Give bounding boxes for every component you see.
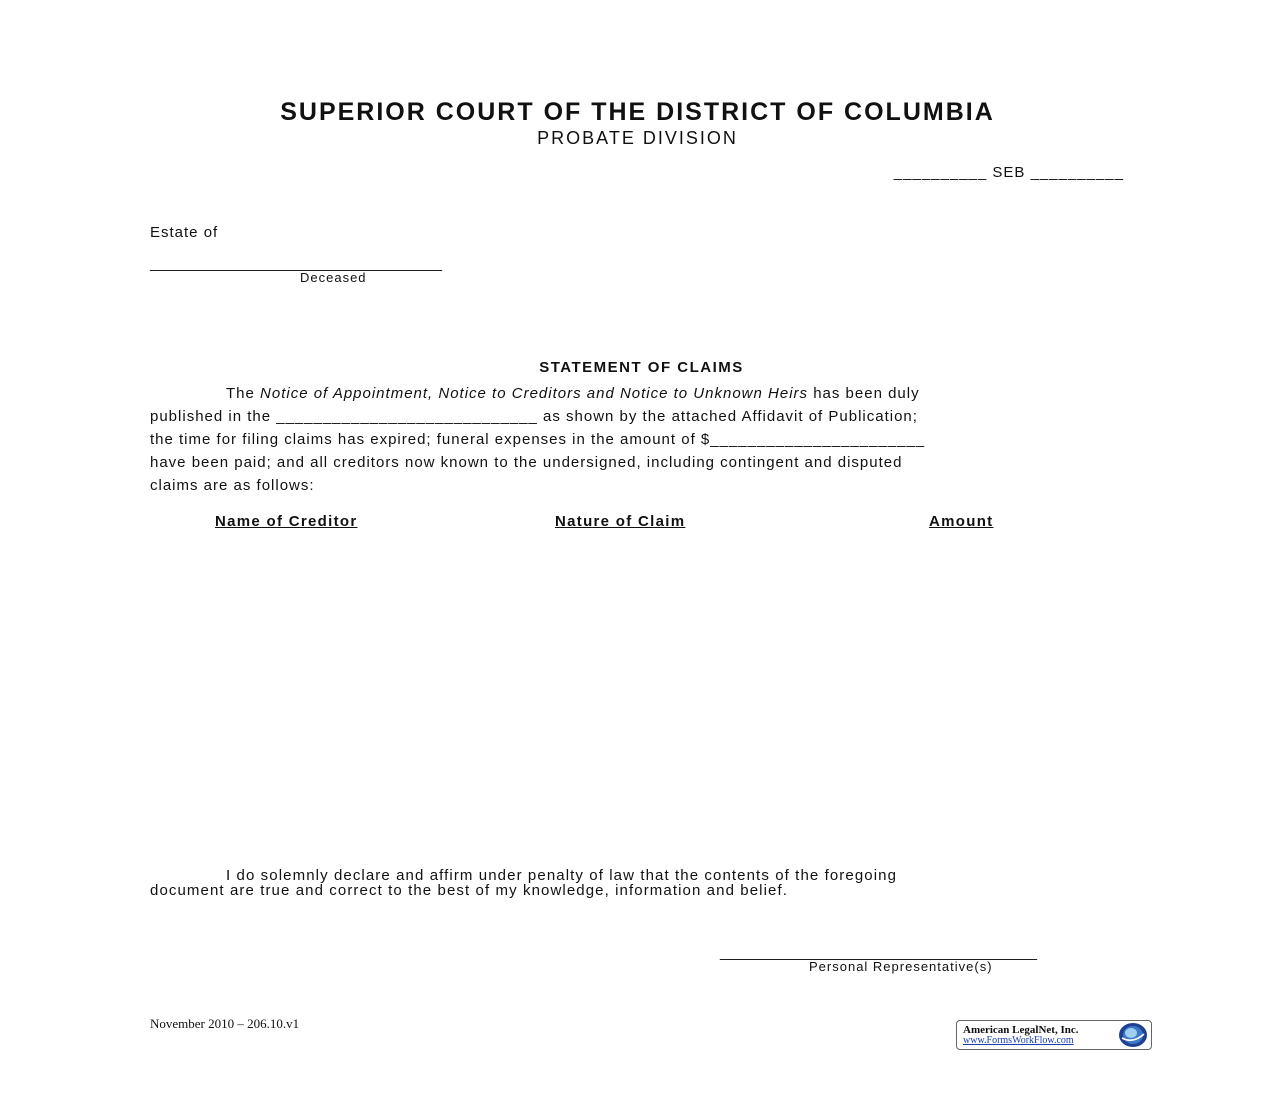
logo-url-link[interactable]: www.FormsWorkFlow.com <box>963 1035 1074 1046</box>
signature-line: ______________________________________ <box>720 944 1038 961</box>
division-subtitle: PROBATE DIVISION <box>537 128 738 148</box>
seb-field: __________ SEB __________ <box>893 164 1124 181</box>
paragraph-line-3: the time for filing claims has expired; funeral expenses in the amount of $_______________________ <box>150 431 926 448</box>
publisher-logo[interactable] <box>956 1020 1152 1050</box>
paragraph-line-1 <box>150 382 1125 405</box>
signature-caption: Personal Representative(s) <box>809 959 993 974</box>
globe-icon <box>1118 1022 1148 1048</box>
statement-heading: STATEMENT OF CLAIMS <box>539 359 744 376</box>
column-header-creditor: Name of Creditor <box>215 513 358 530</box>
court-title: SUPERIOR COURT OF THE DISTRICT OF COLUMBIA <box>280 98 995 126</box>
declaration-line-1: I do solemnly declare and affirm under penalty of law that the contents of the foregoing <box>226 867 898 884</box>
logo-name: American LegalNet, Inc. <box>963 1024 1079 1036</box>
form-id: November 2010 – 206.10.v1 <box>150 1016 300 1031</box>
column-header-nature: Nature of Claim <box>555 513 686 530</box>
deceased-caption: Deceased <box>300 270 367 285</box>
deceased-name-line: ___________________________________ <box>150 255 442 272</box>
column-header-amount: Amount <box>929 513 994 530</box>
declaration-paragraph <box>150 868 1125 898</box>
statement-paragraph <box>150 382 1125 497</box>
notice-titles: Notice of Appointment, Notice to Creditors and Notice to Unknown Heirs <box>260 385 809 402</box>
line1-prefix: The <box>226 385 261 402</box>
paragraph-line-2: published in the ____________________________ as shown by the attached Affidavit of Publication; <box>150 408 918 425</box>
paragraph-line-5: claims are as follows: <box>150 477 315 494</box>
estate-label: Estate of <box>150 224 219 241</box>
line1-suffix: has been duly <box>808 385 920 402</box>
paragraph-line-4: have been paid; and all creditors now known to the undersigned, including contingent and disputed <box>150 454 903 471</box>
declaration-line-2: document are true and correct to the best of my knowledge, information and belief. <box>150 882 789 899</box>
